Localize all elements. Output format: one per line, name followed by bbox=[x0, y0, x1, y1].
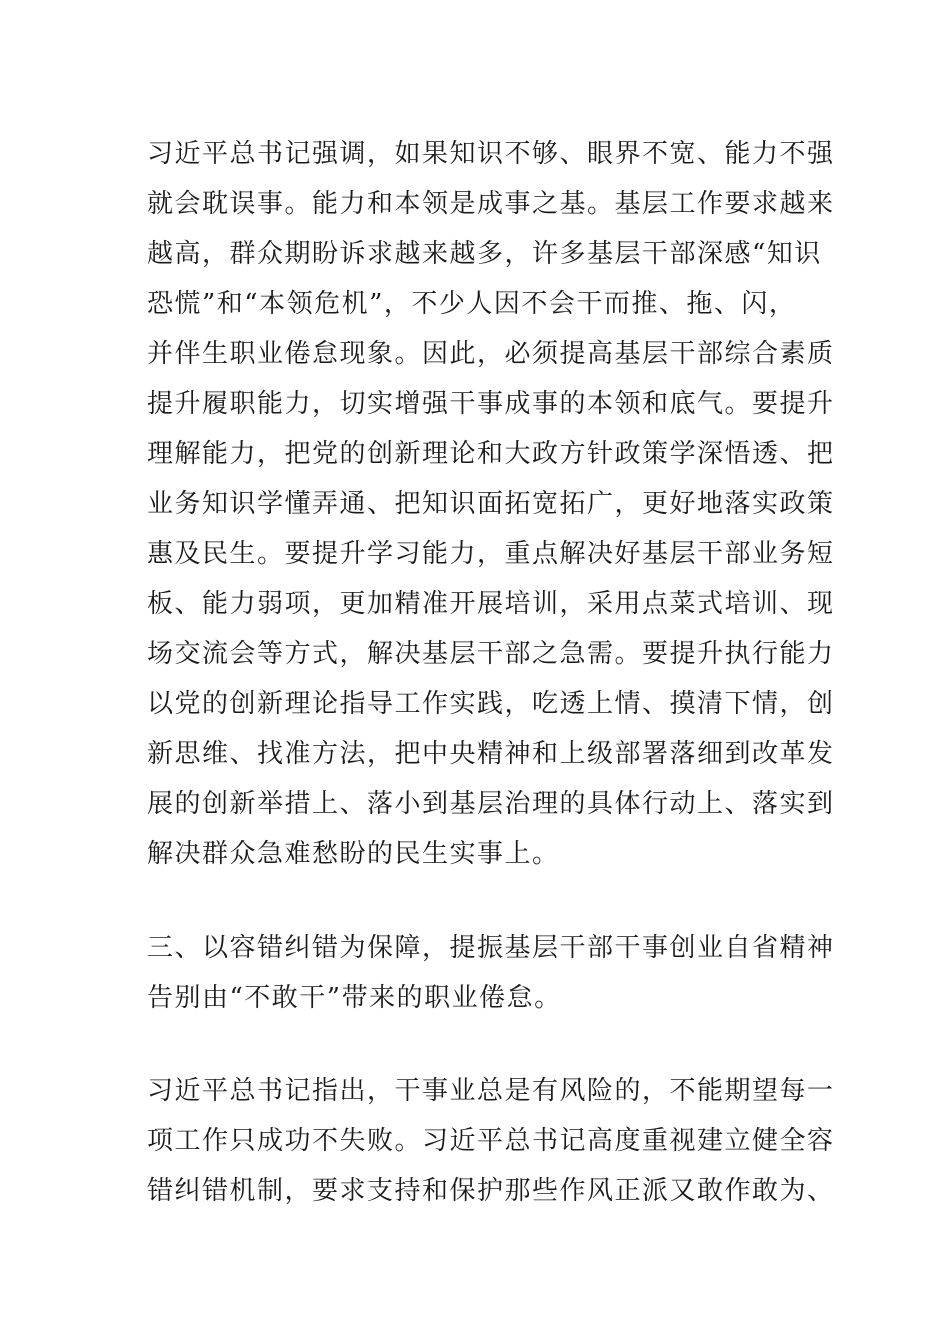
text-line: 板、能力弱项，更加精准开展培训，采用点菜式培训、现 bbox=[147, 589, 835, 619]
text-line: 提升履职能力，切实增强干事成事的本领和底气。要提升 bbox=[147, 389, 835, 419]
text-line: 理解能力，把党的创新理论和大政方针政策学深悟透、把 bbox=[147, 439, 835, 469]
text-line: 展的创新举措上、落小到基层治理的具体行动上、落实到 bbox=[147, 789, 835, 819]
heading-line: 三、以容错纠错为保障，提振基层干部干事创业自省精神 bbox=[147, 933, 835, 963]
text-line: 项工作只成功不失败。习近平总书记高度重视建立健全容 bbox=[147, 1126, 835, 1156]
text-line: 以党的创新理论指导工作实践，吃透上情、摸清下情，创 bbox=[147, 689, 835, 719]
text-line: 就会耽误事。能力和本领是成事之基。基层工作要求越来 bbox=[147, 189, 835, 219]
text-line: 解决群众急难愁盼的民生实事上。 bbox=[147, 839, 560, 869]
text-line: 恐慌”和“本领危机”，不少人因不会干而推、拖、闪， bbox=[147, 289, 797, 319]
text-line: 习近平总书记强调，如果知识不够、眼界不宽、能力不强 bbox=[147, 139, 835, 169]
text-line: 业务知识学懂弄通、把知识面拓宽拓广，更好地落实政策 bbox=[147, 489, 835, 519]
text-line: 习近平总书记指出，干事业总是有风险的，不能期望每一 bbox=[147, 1076, 835, 1106]
text-line: 惠及民生。要提升学习能力，重点解决好基层干部业务短 bbox=[147, 539, 835, 569]
text-line: 越高，群众期盼诉求越来越多，许多基层干部深感“知识 bbox=[147, 239, 822, 269]
text-line: 错纠错机制，要求支持和保护那些作风正派又敢作敢为、 bbox=[147, 1176, 835, 1206]
heading-line: 告别由“不敢干”带来的职业倦怠。 bbox=[147, 983, 562, 1013]
text-line: 并伴生职业倦怠现象。因此，必须提高基层干部综合素质 bbox=[147, 339, 835, 369]
text-line: 场交流会等方式，解决基层干部之急需。要提升执行能力 bbox=[147, 639, 835, 669]
text-line: 新思维、找准方法，把中央精神和上级部署落细到改革发 bbox=[147, 739, 835, 769]
